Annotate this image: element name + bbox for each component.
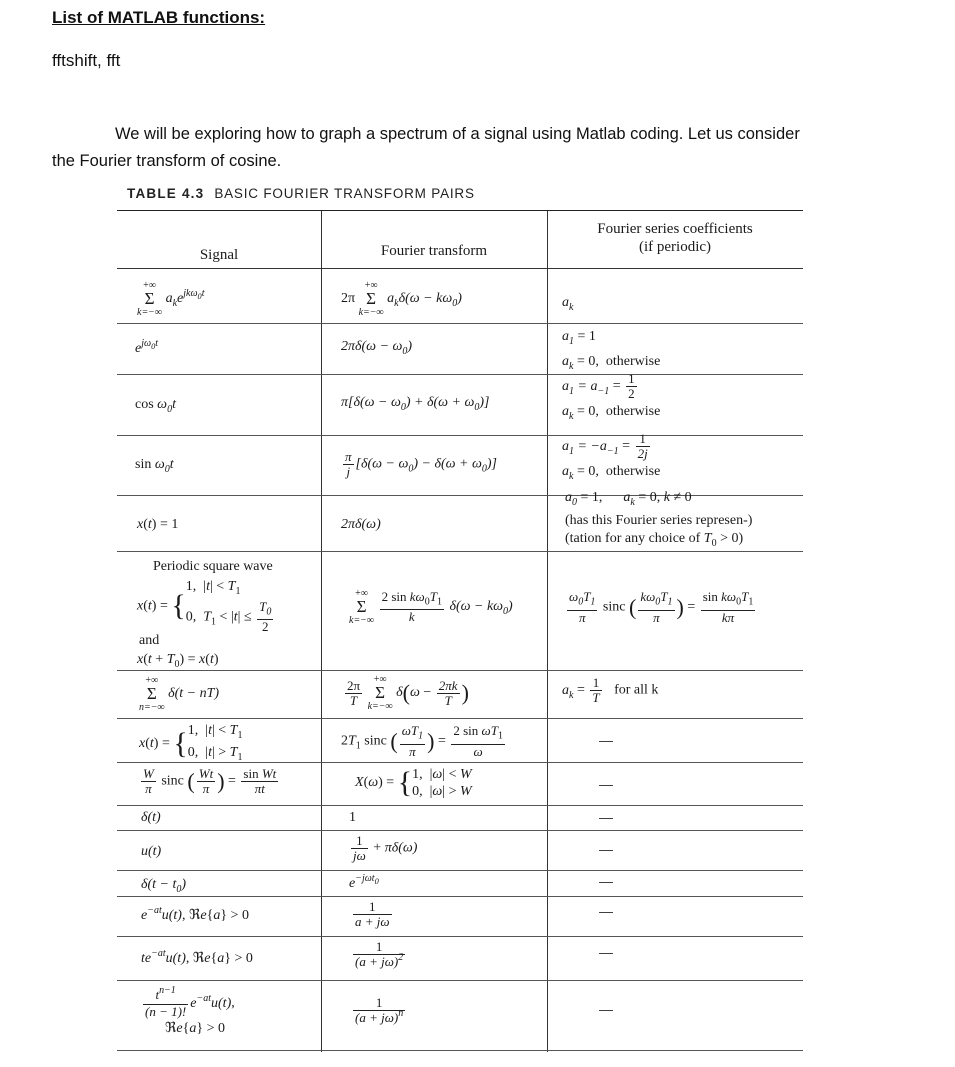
transform-cell: $\frac{1}{j\omega}$ + πδ(ω) xyxy=(353,833,418,863)
table-title: BASIC FOURIER TRANSFORM PAIRS xyxy=(214,186,475,201)
transform-cell: $\frac{1}{(a + j\omega)^n}$ xyxy=(355,995,404,1025)
col-header-signal: Signal xyxy=(199,247,239,263)
sinc-text: sinc xyxy=(161,773,184,789)
intro-line-2: the Fourier transform of cosine. xyxy=(52,152,282,170)
coeff-cell-empty: — xyxy=(599,944,613,960)
coeff-cell: $\frac{\omega_0T_1}{\pi}$ sinc ( $\frac{k\omega_0T_1}{\pi}$ ) = $\frac{\sin k\omega_0T_1}{k\pi}$ xyxy=(569,589,754,625)
coeff-cell: $a_1 = 1$ $a_k = 0$, otherwise xyxy=(562,329,661,372)
row-divider xyxy=(117,718,803,719)
row-divider xyxy=(117,830,803,831)
signal-cell: $\frac{W}{\pi}$ sinc ( $\frac{Wt}{\pi}$ ) = $\frac{\text{sin Wt}}{\pi t}$ xyxy=(143,766,277,796)
transform-cell: $\pi[\delta(\omega - \omega_0) + \delta(\omega + \omega_0)]$ xyxy=(341,395,490,413)
coeff-cell-empty: — xyxy=(599,873,613,889)
signal-cell-periodicity: $x(t + T_0) = x(t)$ xyxy=(137,652,219,670)
transform-cell: 1 xyxy=(349,810,356,825)
otherwise-text: otherwise xyxy=(605,463,661,479)
coeff-cell-empty: — xyxy=(599,903,613,919)
col-header-transform: Fourier transform xyxy=(380,243,488,259)
signal-cell: $te^{-at}u(t)$, ℜe{a} > 0 xyxy=(141,948,253,966)
table-caption xyxy=(127,186,475,201)
signal-cell: x(t) = {1, $|t| < T_1$ 0, $|t| > T_1$ xyxy=(139,723,243,763)
for-all-k-text: for all k xyxy=(614,682,659,698)
signal-cell: u(t) xyxy=(141,844,162,859)
signal-cell: $\delta(t - t_0)$ xyxy=(141,877,187,895)
row-divider xyxy=(117,805,803,806)
transform-cell: $\frac{1}{(a + j\omega)^2}$ xyxy=(355,939,404,969)
signal-cell: x(t) = 1 xyxy=(137,517,179,532)
signal-cell: $e^{j\omega_0t}$ xyxy=(135,338,159,356)
table-label: TABLE 4.3 xyxy=(127,186,205,201)
signal-cell: $e^{-at}u(t)$, ℜe{a} > 0 xyxy=(141,905,249,923)
col-header-coeff xyxy=(547,220,803,256)
col-header-coeff-line2: (if periodic) xyxy=(638,239,712,255)
coeff-cell: $a_1 = -a_{-1}$ = $\frac{1}{2j}$ $a_k = 0$, otherwise xyxy=(562,431,661,482)
row-divider xyxy=(117,870,803,871)
sinc-text: sinc xyxy=(602,599,626,615)
column-divider xyxy=(547,210,548,1052)
page-title: List of MATLAB functions: xyxy=(52,8,266,27)
transform-cell: X(ω) = {1, |ω| < W 0, |ω| > W xyxy=(355,766,472,799)
header-rule xyxy=(117,268,803,269)
transform-cell: +∞ Σ k=−∞ $\frac{2 \sin k\omega_0T_1}{k}$ $\delta(\omega - k\omega_0)$ xyxy=(349,588,513,626)
fourier-pairs-table xyxy=(117,210,803,1052)
row-divider xyxy=(117,435,803,436)
transform-cell: 2πδ(ω) xyxy=(341,517,381,532)
and-text: and xyxy=(139,633,160,648)
row-divider xyxy=(117,896,803,897)
function-list: fftshift, fft xyxy=(52,51,121,70)
table-top-rule xyxy=(117,210,803,211)
has-this-text: has this Fourier series represen- xyxy=(569,512,748,528)
coeff-cell: $a_k$ = $\frac{1}{T}$ for all k xyxy=(562,675,659,705)
transform-cell: $\frac{2\pi}{T}$ +∞ Σ k=−∞ δ(ω − $\frac{2\pi k}{T}$ ) xyxy=(347,674,469,712)
transform-cell: $2T_1$ sinc ( $\frac{\omega T_1}{\pi}$ ) = $\frac{2 \sin \omega T_1}{\omega}$ xyxy=(341,723,503,759)
transform-cell: 2π +∞ Σ k=−∞ $a_k\delta(\omega - k\omega_0)$ xyxy=(341,280,462,318)
signal-cell: $\frac{t^{n-1}}{(n - 1)!}$ $e^{-at}u(t)$, xyxy=(145,985,235,1019)
signal-cell-condition: ℜe{a} > 0 xyxy=(165,1021,225,1036)
coeff-cell: $a_k$ xyxy=(562,295,574,313)
coeff-cell-empty: — xyxy=(599,841,613,857)
transform-cell: $\frac{1}{a + j\omega}$ xyxy=(355,899,390,929)
signal-cell-title: Periodic square wave xyxy=(153,559,273,574)
row-divider xyxy=(117,670,803,671)
signal-cell: $\cos \omega_0t$ xyxy=(135,397,176,415)
row-divider xyxy=(117,374,803,375)
coeff-cell: $a_1 = a_{-1}$ = $\frac{1}{2}$ $a_k = 0$, otherwise xyxy=(562,371,661,422)
row-divider xyxy=(117,936,803,937)
coeff-cell: $a_0 = 1$, $a_k = 0$, k ≠ 0 (has this Fourier series represen-) (tation for any choice of $T_0 > 0$) xyxy=(565,490,753,549)
coeff-cell-empty: — xyxy=(599,1001,613,1017)
column-divider xyxy=(321,210,322,1052)
coeff-cell-empty: — xyxy=(599,809,613,825)
otherwise-text: otherwise xyxy=(605,353,661,369)
transform-cell: $2\pi\delta(\omega - \omega_0)$ xyxy=(341,339,413,357)
coeff-cell-empty: — xyxy=(599,776,613,792)
tation-text: tation for any choice of xyxy=(569,530,701,546)
intro-line-1: We will be exploring how to graph a spectrum of a signal using Matlab coding. Let us consider xyxy=(115,125,800,143)
row-divider xyxy=(117,323,803,324)
col-header-coeff-line1: Fourier series coefficients xyxy=(597,221,753,237)
otherwise-text: otherwise xyxy=(605,403,661,419)
table-bottom-rule xyxy=(117,1050,803,1051)
transform-cell: $e^{-j\omega t_0}$ xyxy=(349,873,379,891)
transform-cell: $\frac{\pi}{j}$ $[\delta(\omega - \omega_0) - \delta(\omega + \omega_0)]$ xyxy=(345,449,497,479)
row-divider xyxy=(117,980,803,981)
intro-paragraph xyxy=(52,121,882,175)
coeff-cell-empty: — xyxy=(599,732,613,748)
signal-cell: +∞ Σ n=−∞ δ(t − nT) xyxy=(139,675,220,713)
signal-cell: $\sin \omega_0t$ xyxy=(135,457,174,475)
signal-cell: δ(t) xyxy=(141,810,161,825)
signal-cell: +∞ Σ k=−∞ $a_ke^{jk\omega_0t}$ xyxy=(137,280,205,318)
signal-cell: x(t) = {1, $|t| < T_1$ 0, $T_1 < |t|$ ≤ $\frac{T_0}{2}$ xyxy=(137,579,272,635)
sinc-text: sinc xyxy=(364,733,387,749)
